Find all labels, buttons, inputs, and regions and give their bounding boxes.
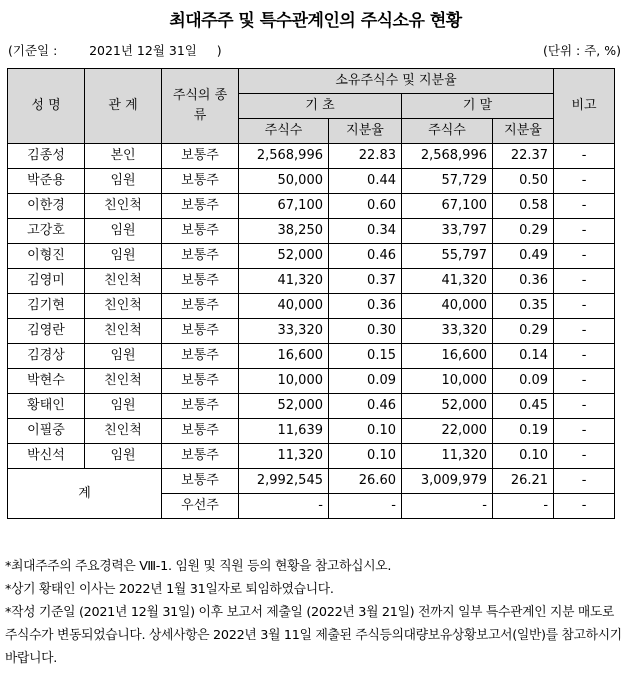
cell-remark: - <box>554 319 615 344</box>
table-row <box>8 394 615 419</box>
cell-begin-ratio: 0.60 <box>329 194 402 219</box>
cell-end-ratio: 0.36 <box>493 269 554 294</box>
cell-begin-ratio: 0.10 <box>329 444 402 469</box>
cell-relation: 친인척 <box>85 294 162 319</box>
cell-end-ratio: 22.37 <box>493 144 554 169</box>
table-row <box>8 294 615 319</box>
cell-name: 이한경 <box>8 194 85 219</box>
cell-relation: 임원 <box>85 394 162 419</box>
table-row <box>8 169 615 194</box>
cell-remark: - <box>554 144 615 169</box>
table-row <box>8 269 615 294</box>
footnote: *최대주주의 주요경력은 Ⅷ-1. 임원 및 직원 등의 현황을 참고하십시오. <box>5 559 392 574</box>
col-header-ownership: 소유주식수 및 지분율 <box>239 69 554 94</box>
cell-begin-shares: - <box>239 494 329 519</box>
header-row <box>8 69 615 94</box>
footnote: *작성 기준일 (2021년 12월 31일) 이후 보고서 제출일 (2022년 3월 21일) 전까지 일부 특수관계인 지분 매도로 주식수가 변동되었습니다. 상세사항은 2022년 3월 11일 제출된 주식등의대량보유상황보고서(일반)를 참고하시기 바랍니다. <box>5 605 622 666</box>
cell-name: 고강호 <box>8 219 85 244</box>
cell-name: 김경상 <box>8 344 85 369</box>
cell-begin-shares: 33,320 <box>239 319 329 344</box>
cell-stock-type: 보통주 <box>162 344 239 369</box>
cell-remark: - <box>554 394 615 419</box>
cell-remark: - <box>554 419 615 444</box>
cell-relation: 임원 <box>85 244 162 269</box>
cell-begin-ratio: 0.37 <box>329 269 402 294</box>
cell-name: 이필중 <box>8 419 85 444</box>
page-title: 최대주주 및 특수관계인의 주식소유 현황 <box>169 11 462 31</box>
cell-begin-ratio: 0.44 <box>329 169 402 194</box>
cell-begin-ratio: 0.30 <box>329 319 402 344</box>
cell-relation: 본인 <box>85 144 162 169</box>
cell-end-ratio: 0.49 <box>493 244 554 269</box>
cell-name: 김종성 <box>8 144 85 169</box>
cell-name: 황태인 <box>8 394 85 419</box>
cell-stock-type: 보통주 <box>162 294 239 319</box>
cell-relation: 임원 <box>85 169 162 194</box>
col-header-end: 기 말 <box>402 94 554 119</box>
cell-end-shares: 33,797 <box>402 219 493 244</box>
cell-begin-shares: 41,320 <box>239 269 329 294</box>
cell-begin-shares: 11,320 <box>239 444 329 469</box>
cell-name: 박신석 <box>8 444 85 469</box>
cell-end-shares: 33,320 <box>402 319 493 344</box>
cell-begin-ratio: 0.46 <box>329 244 402 269</box>
cell-end-shares: 52,000 <box>402 394 493 419</box>
cell-name: 김영란 <box>8 319 85 344</box>
cell-end-shares: 22,000 <box>402 419 493 444</box>
cell-end-shares: 55,797 <box>402 244 493 269</box>
cell-begin-ratio: 26.60 <box>329 469 402 494</box>
cell-begin-shares: 11,639 <box>239 419 329 444</box>
col-header-stock-type <box>162 69 239 144</box>
cell-relation: 친인척 <box>85 269 162 294</box>
cell-begin-shares: 16,600 <box>239 344 329 369</box>
cell-stock-type: 보통주 <box>162 244 239 269</box>
cell-end-ratio: 0.50 <box>493 169 554 194</box>
cell-remark: - <box>554 344 615 369</box>
table-row <box>8 244 615 269</box>
cell-begin-shares: 40,000 <box>239 294 329 319</box>
footnote: *상기 황태인 이사는 2022년 1월 31일자로 퇴임하였습니다. <box>5 582 334 597</box>
cell-stock-type: 보통주 <box>162 219 239 244</box>
cell-remark: - <box>554 494 615 519</box>
col-header-begin-shares: 주식수 <box>239 119 329 144</box>
cell-begin-shares: 10,000 <box>239 369 329 394</box>
ownership-table <box>7 68 615 519</box>
cell-name: 김기현 <box>8 294 85 319</box>
cell-stock-type: 보통주 <box>162 469 239 494</box>
table-row <box>8 444 615 469</box>
stock-type-label: 주식의 종류 <box>172 88 228 123</box>
footnotes <box>5 555 627 670</box>
table-row <box>8 344 615 369</box>
col-header-end-ratio: 지분율 <box>493 119 554 144</box>
cell-begin-shares: 2,568,996 <box>239 144 329 169</box>
cell-remark: - <box>554 444 615 469</box>
cell-remark: - <box>554 219 615 244</box>
cell-begin-ratio: 0.36 <box>329 294 402 319</box>
cell-end-ratio: 26.21 <box>493 469 554 494</box>
cell-begin-shares: 50,000 <box>239 169 329 194</box>
cell-begin-shares: 52,000 <box>239 244 329 269</box>
total-row-common <box>8 469 615 494</box>
table-row <box>8 369 615 394</box>
table-row <box>8 194 615 219</box>
cell-begin-ratio: 22.83 <box>329 144 402 169</box>
cell-relation: 임원 <box>85 344 162 369</box>
col-header-relation: 관 계 <box>85 69 162 144</box>
cell-end-ratio: 0.58 <box>493 194 554 219</box>
cell-end-ratio: 0.09 <box>493 369 554 394</box>
basis-date: (기준일 : 2021년 12월 31일 ) <box>8 43 222 58</box>
total-label: 계 <box>8 469 162 519</box>
cell-end-ratio: 0.19 <box>493 419 554 444</box>
cell-remark: - <box>554 194 615 219</box>
unit-label: (단위 : 주, %) <box>543 43 621 58</box>
cell-relation: 임원 <box>85 444 162 469</box>
cell-stock-type: 보통주 <box>162 319 239 344</box>
cell-end-shares: 2,568,996 <box>402 144 493 169</box>
col-header-begin-ratio: 지분율 <box>329 119 402 144</box>
cell-name: 박준용 <box>8 169 85 194</box>
cell-end-shares: 16,600 <box>402 344 493 369</box>
col-header-remark: 비고 <box>554 69 615 144</box>
cell-relation: 친인척 <box>85 369 162 394</box>
table-row <box>8 319 615 344</box>
cell-end-ratio: 0.45 <box>493 394 554 419</box>
cell-begin-ratio: - <box>329 494 402 519</box>
cell-end-ratio: 0.35 <box>493 294 554 319</box>
cell-stock-type: 보통주 <box>162 269 239 294</box>
cell-end-shares: 57,729 <box>402 169 493 194</box>
cell-end-shares: 11,320 <box>402 444 493 469</box>
cell-begin-ratio: 0.34 <box>329 219 402 244</box>
cell-name: 이형진 <box>8 244 85 269</box>
col-header-end-shares: 주식수 <box>402 119 493 144</box>
cell-end-shares: - <box>402 494 493 519</box>
cell-name: 김영미 <box>8 269 85 294</box>
cell-end-shares: 41,320 <box>402 269 493 294</box>
cell-stock-type: 보통주 <box>162 394 239 419</box>
cell-stock-type: 보통주 <box>162 444 239 469</box>
cell-end-ratio: 0.14 <box>493 344 554 369</box>
cell-end-shares: 67,100 <box>402 194 493 219</box>
cell-begin-ratio: 0.09 <box>329 369 402 394</box>
cell-end-ratio: 0.29 <box>493 319 554 344</box>
cell-remark: - <box>554 244 615 269</box>
cell-begin-shares: 67,100 <box>239 194 329 219</box>
cell-end-shares: 40,000 <box>402 294 493 319</box>
cell-remark: - <box>554 169 615 194</box>
cell-relation: 친인척 <box>85 194 162 219</box>
cell-end-ratio: - <box>493 494 554 519</box>
cell-stock-type: 보통주 <box>162 169 239 194</box>
cell-stock-type: 보통주 <box>162 194 239 219</box>
cell-remark: - <box>554 269 615 294</box>
cell-stock-type: 보통주 <box>162 419 239 444</box>
cell-stock-type: 보통주 <box>162 144 239 169</box>
cell-remark: - <box>554 469 615 494</box>
cell-stock-type: 우선주 <box>162 494 239 519</box>
table-row <box>8 144 615 169</box>
col-header-begin: 기 초 <box>239 94 402 119</box>
cell-remark: - <box>554 369 615 394</box>
cell-end-shares: 3,009,979 <box>402 469 493 494</box>
cell-begin-shares: 52,000 <box>239 394 329 419</box>
cell-remark: - <box>554 294 615 319</box>
table-row <box>8 419 615 444</box>
cell-begin-ratio: 0.15 <box>329 344 402 369</box>
cell-end-ratio: 0.10 <box>493 444 554 469</box>
cell-begin-shares: 38,250 <box>239 219 329 244</box>
table-row <box>8 219 615 244</box>
cell-begin-ratio: 0.46 <box>329 394 402 419</box>
cell-end-ratio: 0.29 <box>493 219 554 244</box>
cell-begin-ratio: 0.10 <box>329 419 402 444</box>
cell-relation: 임원 <box>85 219 162 244</box>
cell-begin-shares: 2,992,545 <box>239 469 329 494</box>
col-header-name: 성 명 <box>8 69 85 144</box>
cell-end-shares: 10,000 <box>402 369 493 394</box>
cell-relation: 친인척 <box>85 319 162 344</box>
cell-stock-type: 보통주 <box>162 369 239 394</box>
cell-name: 박현수 <box>8 369 85 394</box>
cell-relation: 친인척 <box>85 419 162 444</box>
